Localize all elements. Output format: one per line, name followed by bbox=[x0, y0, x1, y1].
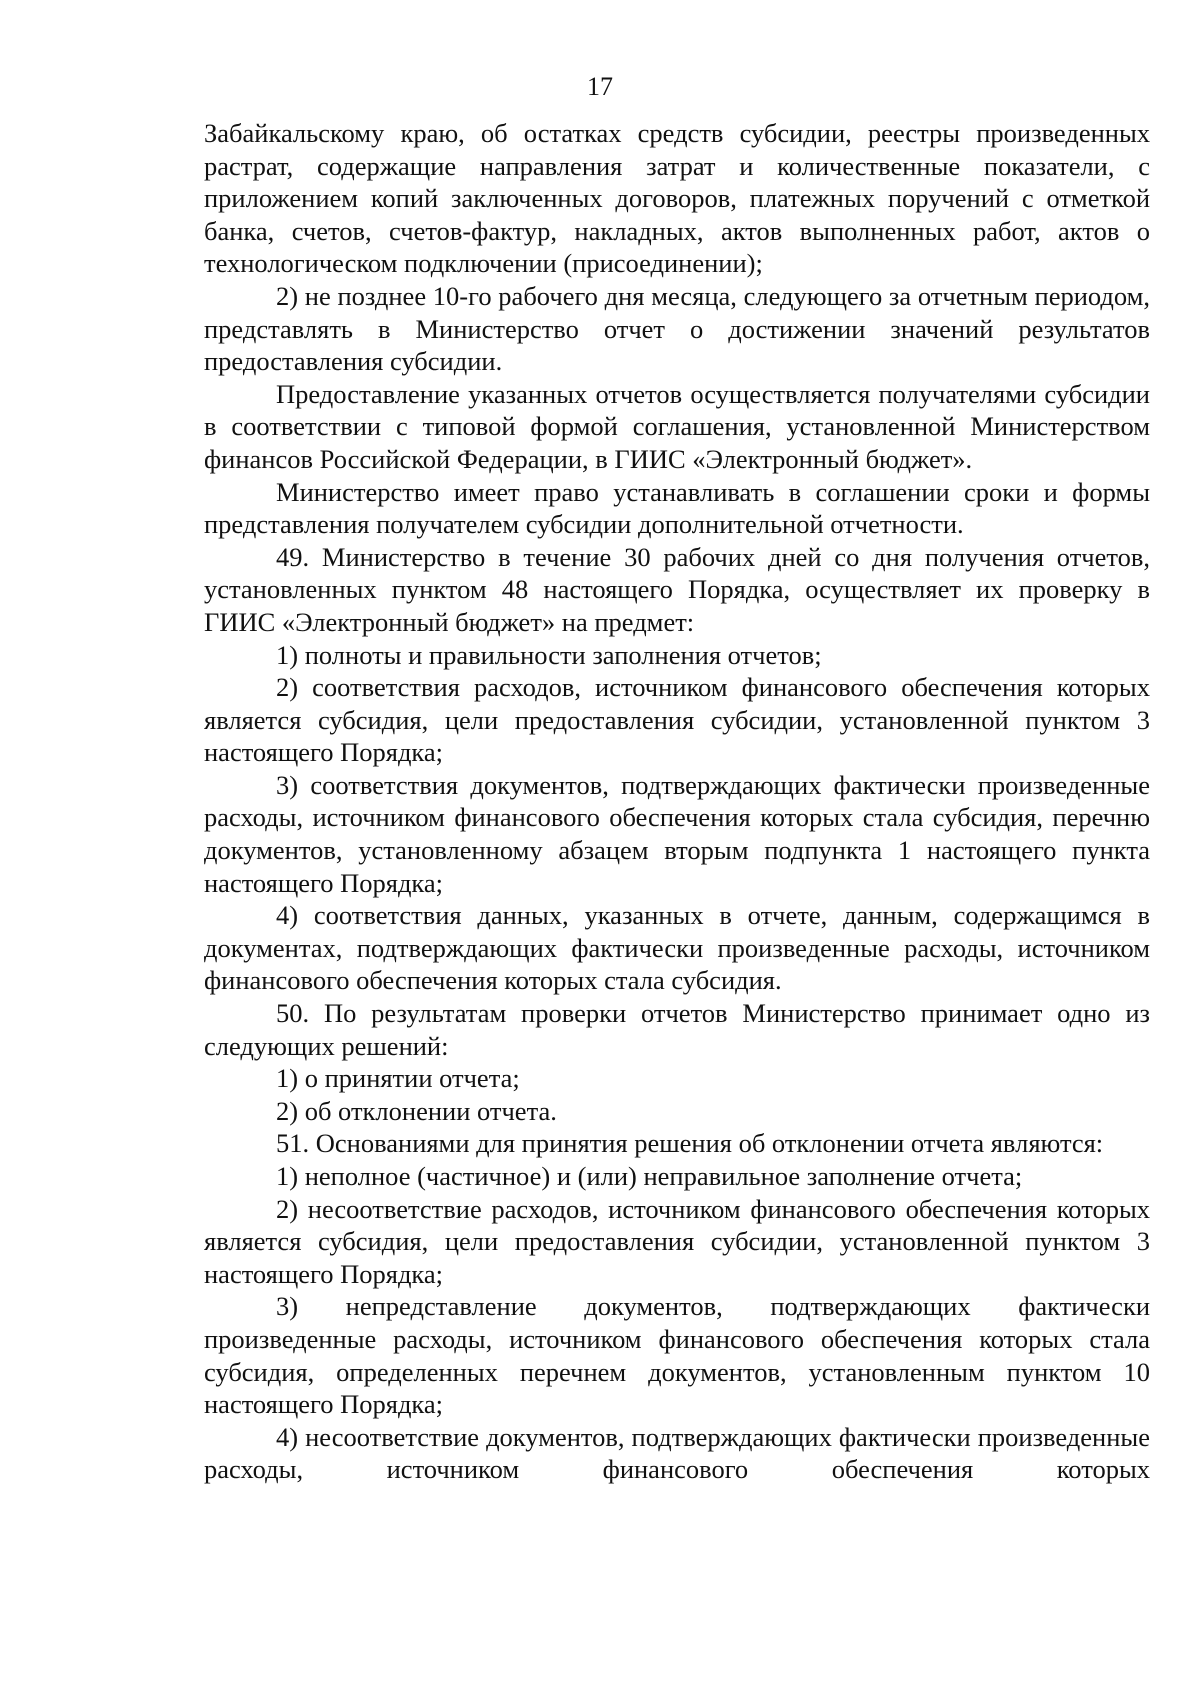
paragraph-49-item-1: 1) полноты и правильности заполнения отчетов; bbox=[276, 639, 822, 670]
paragraph-49-item-3: 3) соответствия документов, подтверждающих фактически произведенные расходы, источником финансового обеспечения которых стала субсидия, перечню документов, установленному абзацем вторым подпункта 1 настоящего пункта настоящего Порядка; bbox=[204, 769, 1150, 898]
paragraph-49-item-4: 4) соответствия данных, указанных в отчете, данным, содержащимся в документах, подтверждающих фактически произведенные расходы, источником финансового обеспечения которых стала субсидия. bbox=[204, 900, 1150, 996]
paragraph-49: 49. Министерство в течение 30 рабочих дней со дня получения отчетов, установленных пунктом 48 настоящего Порядка, осуществляет их проверку в ГИИС «Электронный бюджет» на предмет: bbox=[204, 541, 1150, 637]
paragraph-51-item-4: 4) несоответствие документов, подтверждающих фактически произведенные расходы, источником финансового обеспечения которых bbox=[204, 1421, 1150, 1485]
paragraph-50-item-1: 1) о принятии отчета; bbox=[276, 1063, 520, 1094]
paragraph-reports-submission: Предоставление указанных отчетов осуществляется получателями субсидии в соответствии с типовой формой соглашения, установленной Министерством финансов Российской Федерации, в ГИИС «Электронный бюджет». bbox=[204, 378, 1150, 474]
paragraph-50: 50. По результатам проверки отчетов Министерство принимает одно из следующих решений: bbox=[204, 998, 1150, 1061]
paragraph-51-item-1: 1) неполное (частичное) и (или) неправильное заполнение отчета; bbox=[276, 1161, 1023, 1191]
paragraph-49-item-2: 2) соответствия расходов, источником финансового обеспечения которых является субсидия, цели предоставления субсидии, установленной пунктом 3 настоящего Порядка; bbox=[204, 672, 1150, 768]
paragraph-51-item-2: 2) несоответствие расходов, источником финансового обеспечения которых является субсидия, цели предоставления субсидии, установленной пунктом 3 настоящего Порядка; bbox=[204, 1193, 1150, 1289]
document-body bbox=[204, 117, 1150, 1486]
paragraph-continuation: Забайкальскому краю, об остатках средств субсидии, реестры произведенных растрат, содержащие направления затрат и количественные показатели, с приложением копий заключенных договоров, платежных поручений с отметкой банка, счетов, счетов-фактур, накладных, актов выполненных работ, актов о технологическом подключении (присоединении); bbox=[204, 118, 1150, 279]
paragraph-51-item-3: 3) непредставление документов, подтверждающих фактически произведенные расходы, источником финансового обеспечения которых стала субсидия, определенных перечнем документов, установленным пунктом 10 настоящего Порядка; bbox=[204, 1291, 1150, 1420]
paragraph-51: 51. Основаниями для принятия решения об отклонении отчета являются: bbox=[276, 1128, 1104, 1159]
page-number: 17 bbox=[587, 72, 613, 101]
paragraph-additional-reporting: Министерство имеет право устанавливать в соглашении сроки и формы представления получателем субсидии дополнительной отчетности. bbox=[204, 476, 1150, 540]
paragraph-50-item-2: 2) об отклонении отчета. bbox=[276, 1095, 557, 1126]
paragraph-48-item-2: 2) не позднее 10-го рабочего дня месяца, следующего за отчетным периодом, представлять в Министерство отчет о достижении значений результатов предоставления субсидии. bbox=[204, 280, 1150, 377]
